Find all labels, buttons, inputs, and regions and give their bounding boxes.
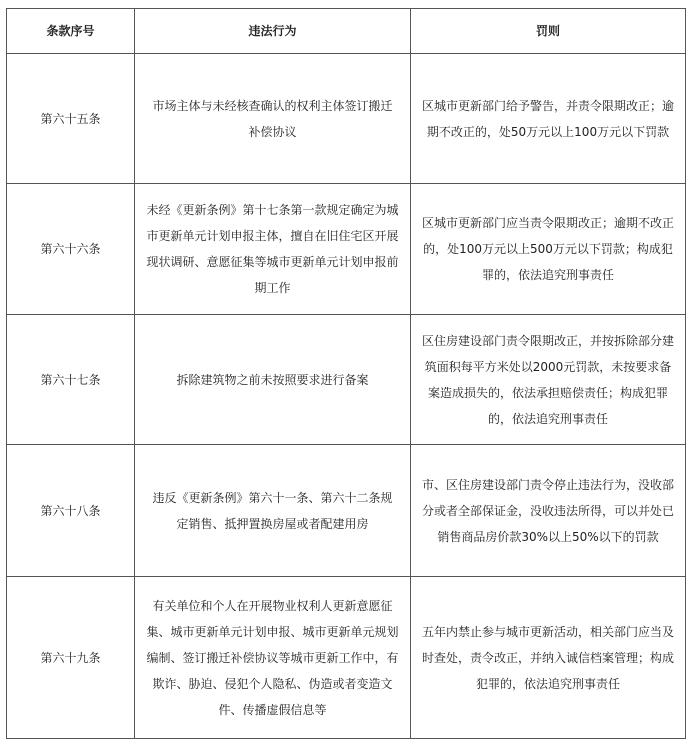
- violation-cell: 违反《更新条例》第六十一条、第六十二条规定销售、抵押置换房屋或者配建用房: [135, 445, 411, 577]
- header-penalty: 罚则: [411, 9, 686, 54]
- table-row: [7, 445, 686, 577]
- header-violation: 违法行为: [135, 9, 411, 54]
- clause-cell: 第六十九条: [7, 577, 135, 739]
- header-clause: 条款序号: [7, 9, 135, 54]
- violation-cell: 未经《更新条例》第十七条第一款规定确定为城市更新单元计划申报主体，擅自在旧住宅区开展现状调研、意愿征集等城市更新单元计划申报前期工作: [135, 184, 411, 315]
- table-row: [7, 54, 686, 184]
- penalty-cell: 五年内禁止参与城市更新活动，相关部门应当及时查处，责令改正，并纳入诚信档案管理；构成犯罪的，依法追究刑事责任: [411, 577, 686, 739]
- penalty-cell: 市、区住房建设部门责令停止违法行为，没收部分或者全部保证金，没收违法所得，可以并处已销售商品房价款30%以上50%以下的罚款: [411, 445, 686, 577]
- clause-cell: 第六十七条: [7, 315, 135, 445]
- violation-cell: 有关单位和个人在开展物业权利人更新意愿征集、城市更新单元计划申报、城市更新单元规划编制、签订搬迁补偿协议等城市更新工作中，有欺诈、胁迫、侵犯个人隐私、伪造或者变造文件、传播虚假信息等: [135, 577, 411, 739]
- penalty-cell: 区住房建设部门责令限期改正，并按拆除部分建筑面积每平方米处以2000元罚款，未按要求备案造成损失的，依法承担赔偿责任；构成犯罪的，依法追究刑事责任: [411, 315, 686, 445]
- violation-cell: 市场主体与未经核查确认的权利主体签订搬迁补偿协议: [135, 54, 411, 184]
- clause-cell: 第六十六条: [7, 184, 135, 315]
- table-header-row: [7, 9, 686, 54]
- penalty-cell: 区城市更新部门给予警告，并责令限期改正；逾期不改正的，处50万元以上100万元以下罚款: [411, 54, 686, 184]
- regulation-table: [6, 8, 686, 739]
- clause-cell: 第六十八条: [7, 445, 135, 577]
- table-row: [7, 184, 686, 315]
- table-row: [7, 315, 686, 445]
- table-row: [7, 577, 686, 739]
- penalty-cell: 区城市更新部门应当责令限期改正；逾期不改正的，处100万元以上500万元以下罚款；构成犯罪的，依法追究刑事责任: [411, 184, 686, 315]
- violation-cell: 拆除建筑物之前未按照要求进行备案: [135, 315, 411, 445]
- clause-cell: 第六十五条: [7, 54, 135, 184]
